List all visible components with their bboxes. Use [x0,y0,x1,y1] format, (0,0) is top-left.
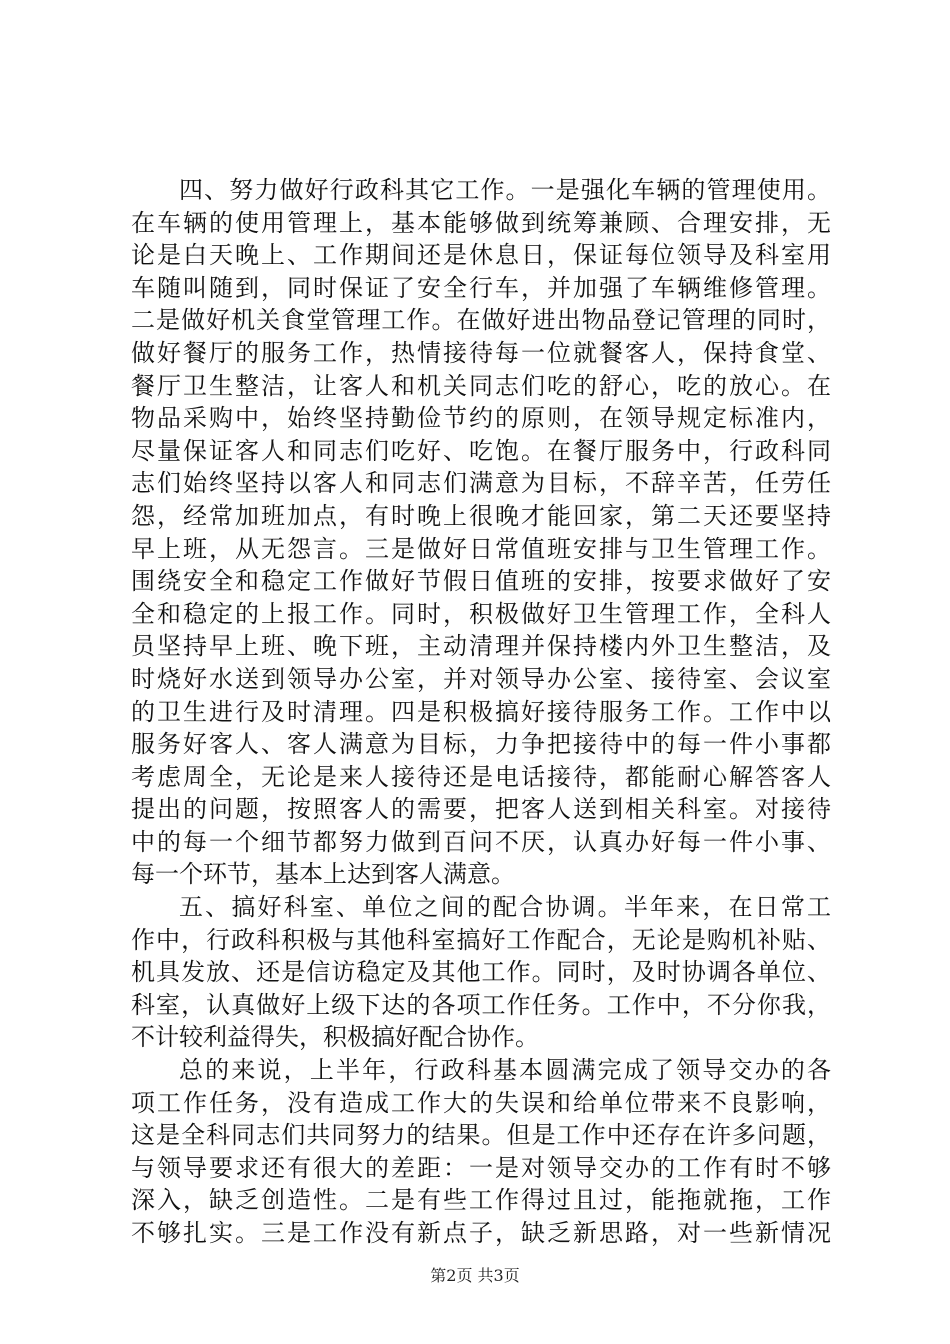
text-line: 做好餐厅的服务工作，热情接待每一位就餐客人，保持食堂、 [131,338,831,367]
text-line: 全和稳定的上报工作。同时，积极做好卫生管理工作，全科人 [131,599,831,628]
text-line: 论是白天晚上、工作期间还是休息日，保证每位领导及科室用 [131,241,831,270]
text-line: 尽量保证客人和同志们吃好、吃饱。在餐厅服务中，行政科同 [131,436,831,465]
text-line: 项工作任务，没有造成工作大的失误和给单位带来不良影响， [131,1088,831,1117]
text-line: 时烧好水送到领导办公室，并对领导办公室、接待室、会议室 [131,664,831,693]
text-line: 车随叫随到，同时保证了安全行车，并加强了车辆维修管理。 [131,273,831,302]
text-line: 这是全科同志们共同努力的结果。但是工作中还存在许多问题， [131,1121,831,1150]
text-line: 员坚持早上班、晚下班，主动清理并保持楼内外卫生整洁，及 [131,632,831,661]
text-line: 的卫生进行及时清理。四是积极搞好接待服务工作。工作中以 [131,697,831,726]
text-line: 深入，缺乏创造性。二是有些工作得过且过，能拖就拖，工作 [131,1186,831,1215]
text-line: 五、搞好科室、单位之间的配合协调。半年来，在日常工 [179,893,831,922]
text-line: 志们始终坚持以客人和同志们满意为目标，不辞辛苦，任劳任 [131,469,831,498]
text-line: 四、努力做好行政科其它工作。一是强化车辆的管理使用。 [179,176,831,204]
text-line: 怨，经常加班加点，有时晚上很晚才能回家，第二天还要坚持 [131,501,831,530]
text-line: 围绕安全和稳定工作做好节假日值班的安排，按要求做好了安 [131,567,831,596]
text-line: 中的每一个细节都努力做到百问不厌，认真办好每一件小事、 [131,827,831,856]
text-line: 不计较利益得失，积极搞好配合协作。 [131,1023,539,1052]
text-line: 二是做好机关食堂管理工作。在做好进出物品登记管理的同时， [131,306,831,335]
text-line: 机具发放、还是信访稳定及其他工作。同时，及时协调各单位、 [131,958,831,987]
text-line: 每一个环节，基本上达到客人满意。 [131,860,515,889]
text-line: 不够扎实。三是工作没有新点子，缺乏新思路，对一些新情况 [131,1219,831,1247]
page-footer: 第2页 共3页 [430,1266,520,1285]
text-line: 服务好客人、客人满意为目标，力争把接待中的每一件小事都 [131,730,831,759]
text-line: 早上班，从无怨言。三是做好日常值班安排与卫生管理工作。 [131,534,831,563]
text-line: 物品采购中，始终坚持勤俭节约的原则，在领导规定标准内， [131,404,831,433]
text-line: 与领导要求还有很大的差距：一是对领导交办的工作有时不够 [131,1153,831,1182]
text-line: 餐厅卫生整洁，让客人和机关同志们吃的舒心，吃的放心。在 [131,371,831,400]
text-line: 考虑周全，无论是来人接待还是电话接待，都能耐心解答客人 [131,762,831,791]
text-line: 科室，认真做好上级下达的各项工作任务。工作中，不分你我， [131,990,831,1019]
text-line: 提出的问题，按照客人的需要，把客人送到相关科室。对接待 [131,795,831,824]
text-line: 在车辆的使用管理上，基本能够做到统筹兼顾、合理安排，无 [131,208,831,237]
document-body [131,174,831,1250]
text-line: 总的来说，上半年，行政科基本圆满完成了领导交办的各 [179,1056,831,1085]
text-line: 作中，行政科积极与其他科室搞好工作配合，无论是购机补贴、 [131,925,831,954]
